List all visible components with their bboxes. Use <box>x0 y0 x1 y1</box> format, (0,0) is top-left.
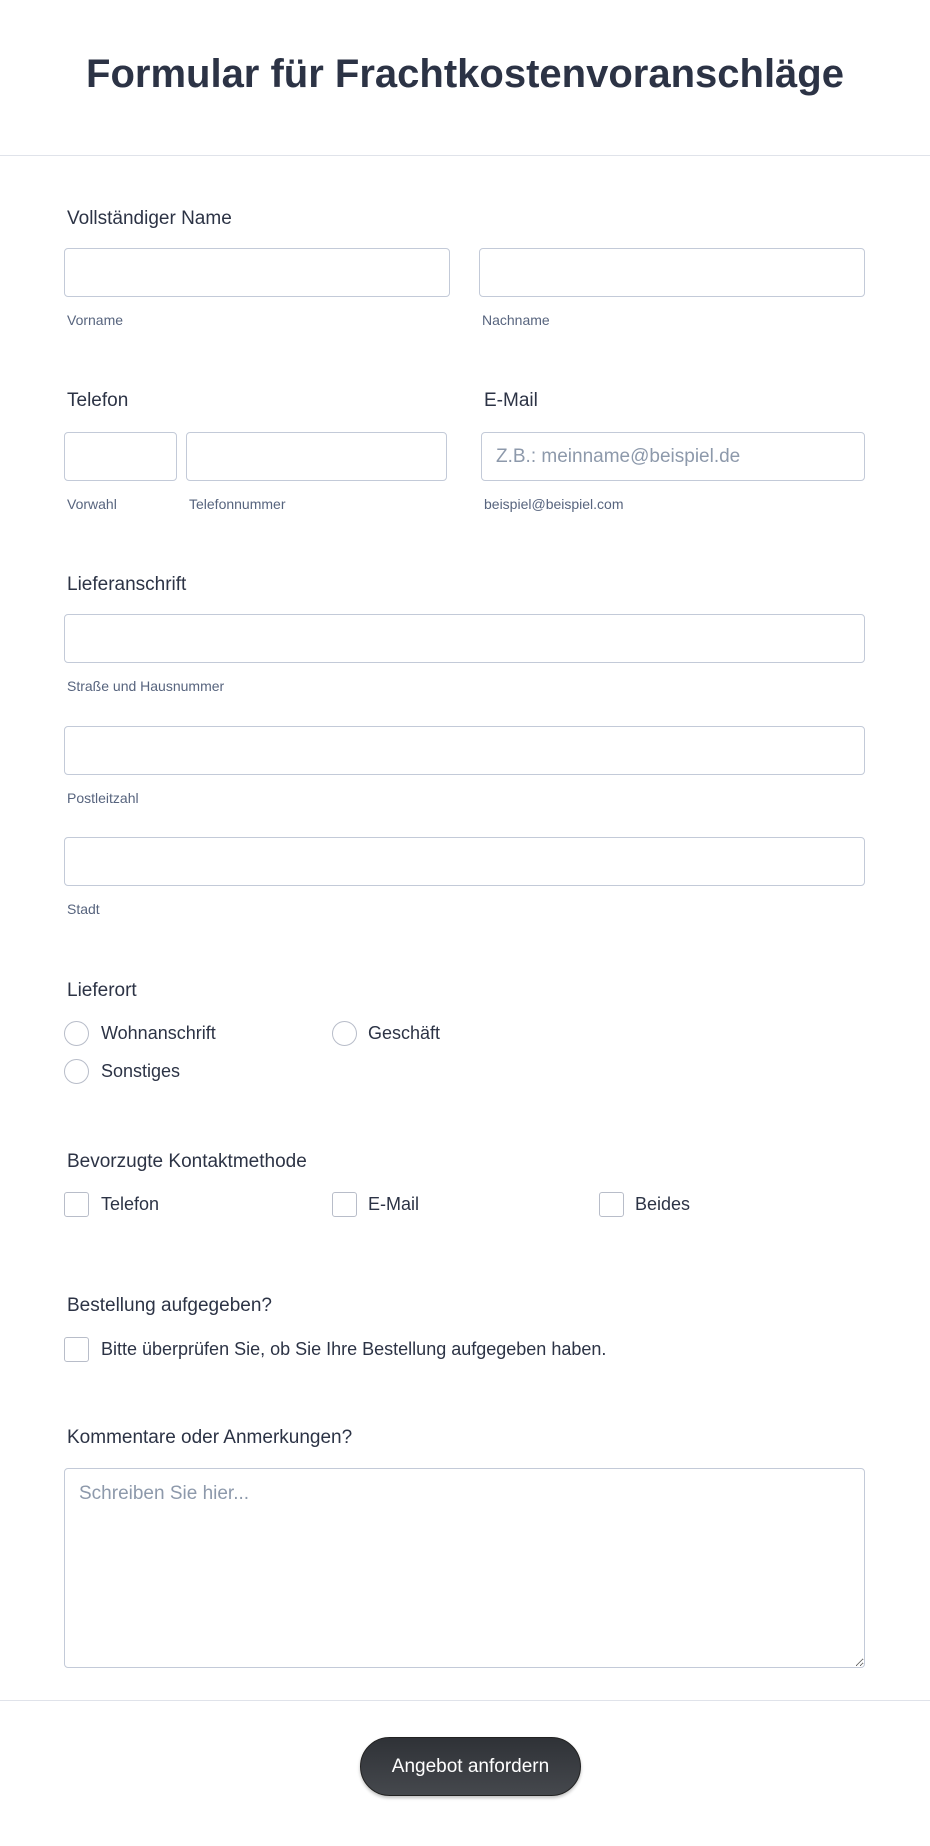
radio-business[interactable] <box>332 1021 357 1046</box>
email-sublabel: beispiel@beispiel.com <box>484 496 624 512</box>
order-placed-label: Bestellung aufgegeben? <box>67 1295 272 1316</box>
checkbox-email[interactable] <box>332 1192 357 1217</box>
last-name-sublabel: Nachname <box>482 312 550 328</box>
zip-sublabel: Postleitzahl <box>67 790 139 806</box>
email-input[interactable] <box>481 432 865 481</box>
radio-residential[interactable] <box>64 1021 89 1046</box>
full-name-label: Vollständiger Name <box>67 208 232 229</box>
page-title: Formular für Frachtkostenvoranschläge <box>86 52 844 96</box>
submit-button[interactable]: Angebot anfordern <box>360 1737 581 1796</box>
radio-business-label: Geschäft <box>368 1023 441 1043</box>
phone-label: Telefon <box>67 390 129 411</box>
checkbox-both-label: Beides <box>635 1194 691 1214</box>
checkbox-email-label: E-Mail <box>368 1194 420 1214</box>
last-name-input[interactable] <box>479 248 865 297</box>
contact-method-label: Bevorzugte Kontaktmethode <box>67 1151 307 1172</box>
checkbox-order-placed-label: Bitte überprüfen Sie, ob Sie Ihre Bestellung aufgegeben haben. <box>101 1339 607 1359</box>
street-input[interactable] <box>64 614 865 663</box>
zip-input[interactable] <box>64 726 865 775</box>
radio-residential-label: Wohnanschrift <box>101 1023 216 1043</box>
header-divider <box>0 155 930 156</box>
comments-label: Kommentare oder Anmerkungen? <box>67 1427 353 1448</box>
checkbox-phone-label: Telefon <box>101 1194 160 1214</box>
footer-divider <box>0 1700 930 1701</box>
city-sublabel: Stadt <box>67 901 100 917</box>
email-label: E-Mail <box>484 390 538 411</box>
phone-number-input[interactable] <box>186 432 447 481</box>
checkbox-phone[interactable] <box>64 1192 89 1217</box>
first-name-input[interactable] <box>64 248 450 297</box>
area-code-input[interactable] <box>64 432 177 481</box>
checkbox-both[interactable] <box>599 1192 624 1217</box>
radio-other-label: Sonstiges <box>101 1061 181 1081</box>
area-code-sublabel: Vorwahl <box>67 496 117 512</box>
delivery-location-label: Lieferort <box>67 980 137 1001</box>
comments-textarea[interactable] <box>64 1468 865 1668</box>
phone-number-sublabel: Telefonnummer <box>189 496 286 512</box>
address-label: Lieferanschrift <box>67 574 187 595</box>
street-sublabel: Straße und Hausnummer <box>67 678 225 694</box>
city-input[interactable] <box>64 837 865 886</box>
first-name-sublabel: Vorname <box>67 312 124 328</box>
radio-other[interactable] <box>64 1059 89 1084</box>
checkbox-order-placed[interactable] <box>64 1337 89 1362</box>
